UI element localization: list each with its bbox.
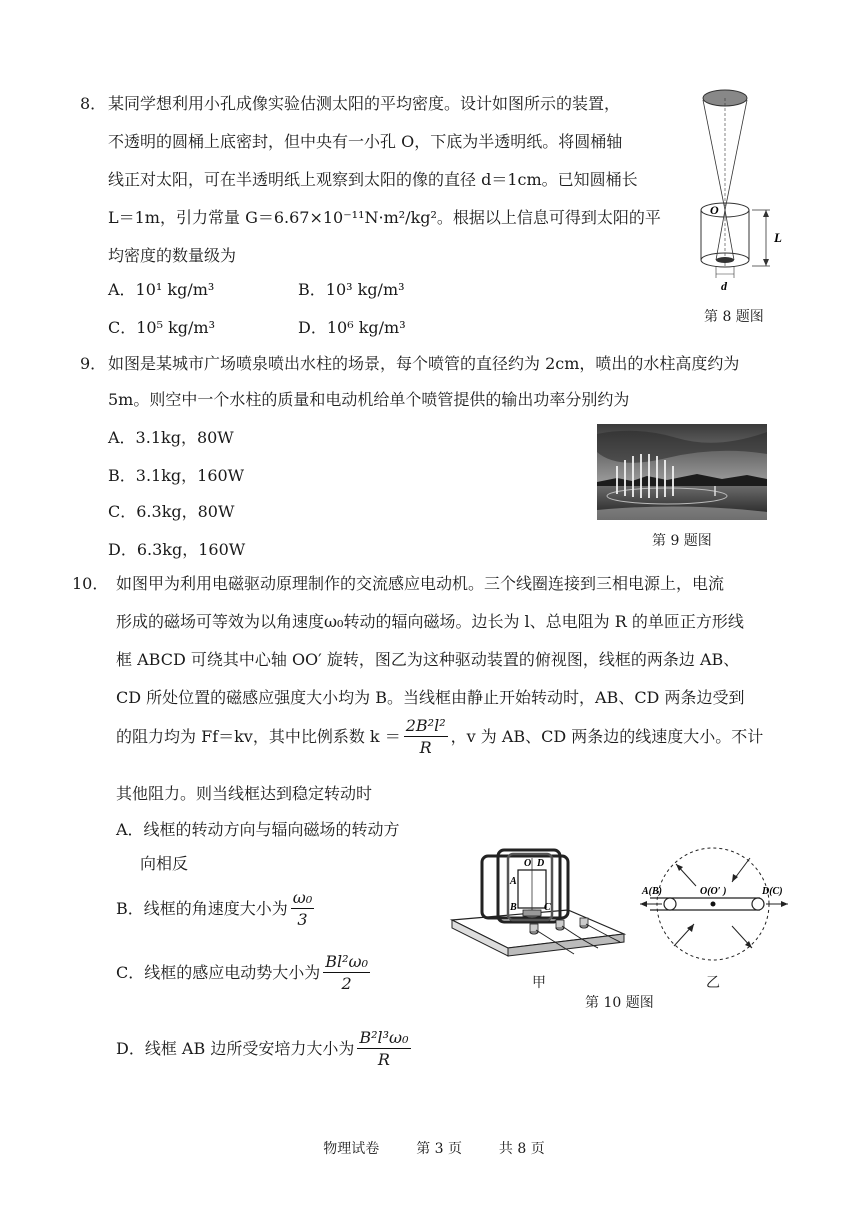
q8-stem-line2: 不透明的圆桶上底密封，但中央有一小孔 O，下底为半透明纸。将圆桶轴 — [108, 132, 623, 151]
q10-figure-jia — [448, 848, 628, 968]
q10-jia-label-a: A — [510, 876, 517, 887]
q10-stem-line6: 其他阻力。则当线框达到稳定转动时 — [116, 784, 373, 803]
q8-stem-line3: 线正对太阳，可在半透明纸上观察到太阳的像的直径 d＝1cm。已知圆桶长 — [108, 170, 638, 189]
q10-jia-label-c: C — [544, 902, 551, 913]
q10-stem-line5-post: ，v 为 AB、CD 两条边的线速度大小。不计 — [450, 727, 764, 746]
q9-fountain-photo — [597, 424, 767, 520]
q10-option-b-text: B．线框的角速度大小为 — [116, 899, 288, 918]
option-d-numerator: B²l³ω₀ — [359, 1028, 409, 1047]
q10-figure-yi-label: 乙 — [706, 975, 720, 991]
footer-total-pages: 共 8 页 — [498, 1141, 545, 1157]
option-c-fraction — [323, 952, 370, 995]
q8-stem-line1: 某同学想利用小孔成像实验估测太阳的平均密度。设计如图所示的装置， — [108, 94, 621, 113]
q10-stem-line2: 形成的磁场可等效为以角速度ω₀转动的辐向磁场。边长为 l、总电阻为 R 的单匝正方形线 — [116, 612, 744, 631]
q8-fig-label-o: O — [710, 203, 719, 217]
k-fraction — [404, 716, 448, 759]
q8-cylinder-figure — [690, 88, 790, 306]
q10-option-d — [116, 1026, 414, 1072]
page-footer — [0, 1138, 868, 1158]
q9-figure-caption: 第 9 题图 — [652, 533, 712, 549]
q10-option-a-line1: A．线框的转动方向与辐向磁场的转动方 — [116, 820, 400, 839]
q10-option-d-text: D．线框 AB 边所受安培力大小为 — [116, 1039, 355, 1058]
q9-number: 9． — [80, 354, 107, 373]
q10-number: 10． — [72, 574, 109, 593]
q10-stem-line5-pre: 的阻力均为 Ff＝kv，其中比例系数 k ＝ — [116, 727, 401, 746]
q10-stem-line3: 框 ABCD 可绕其中心轴 OO′ 旋转，图乙为这种驱动装置的俯视图，线框的两条边 AB、 — [116, 650, 740, 669]
q8-fig-label-l: L — [774, 230, 782, 245]
q8-option-c: C．10⁵ kg/m³ — [108, 318, 216, 337]
q8-option-d: D．10⁶ kg/m³ — [298, 318, 406, 337]
q9-option-d: D．6.3kg，160W — [108, 540, 246, 559]
q8-figure-caption: 第 8 题图 — [704, 309, 764, 325]
q8-fig-label-d: d — [721, 279, 727, 293]
q10-option-c — [116, 950, 373, 996]
q8-option-a: A．10¹ kg/m³ — [108, 280, 215, 299]
q9-stem-line1: 如图是某城市广场喷泉喷出水柱的场景，每个喷管的直径约为 2cm，喷出的水柱高度约为 — [108, 354, 740, 373]
option-b-numerator: ω₀ — [292, 888, 313, 907]
q10-jia-label-o: O — [524, 858, 532, 869]
option-d-fraction — [357, 1028, 410, 1071]
footer-subject: 物理试卷 — [323, 1141, 380, 1157]
k-numerator: 2B²l² — [405, 716, 446, 735]
k-denominator: R — [419, 738, 432, 757]
q10-option-a-line2: 向相反 — [140, 854, 189, 873]
q10-stem-line4: CD 所处位置的磁感应强度大小均为 B。当线框由静止开始转动时，AB、CD 两条边受到 — [116, 688, 745, 707]
q10-stem-line5 — [116, 714, 763, 764]
q10-jia-label-d: D — [537, 858, 545, 869]
q10-yi-label-oo: O(O′ ) — [700, 886, 727, 897]
q8-number: 8． — [80, 94, 107, 113]
q8-stem-line5: 均密度的数量级为 — [108, 246, 237, 265]
q10-option-c-text: C．线框的感应电动势大小为 — [116, 963, 321, 982]
q10-figure-jia-label: 甲 — [532, 975, 546, 991]
option-d-denominator: R — [377, 1050, 390, 1069]
q8-option-b: B．10³ kg/m³ — [298, 280, 405, 299]
q9-option-a: A．3.1kg，80W — [108, 428, 234, 447]
option-c-denominator: 2 — [341, 974, 352, 993]
q10-figure-yi — [640, 838, 790, 974]
option-b-fraction — [291, 888, 314, 931]
option-b-denominator: 3 — [297, 910, 308, 929]
q10-yi-label-dc: D(C) — [762, 886, 783, 897]
q9-stem-line2: 5m。则空中一个水柱的质量和电动机给单个喷管提供的输出功率分别约为 — [108, 390, 630, 409]
footer-page-number: 第 3 页 — [416, 1141, 462, 1157]
q10-yi-label-ab: A(B) — [642, 886, 662, 897]
option-c-numerator: Bl²ω₀ — [325, 952, 368, 971]
q10-jia-label-b: B — [510, 902, 517, 913]
q8-stem-line4: L＝1m，引力常量 G＝6.67×10⁻¹¹N·m²/kg²。根据以上信息可得到太阳的平 — [108, 208, 661, 227]
q10-option-b — [116, 886, 317, 932]
q9-option-b: B．3.1kg，160W — [108, 466, 245, 485]
q10-figure-caption: 第 10 题图 — [585, 995, 654, 1011]
q9-option-c: C．6.3kg，80W — [108, 502, 235, 521]
q10-stem-line1: 如图甲为利用电磁驱动原理制作的交流感应电动机。三个线圈连接到三相电源上，电流 — [116, 574, 725, 593]
